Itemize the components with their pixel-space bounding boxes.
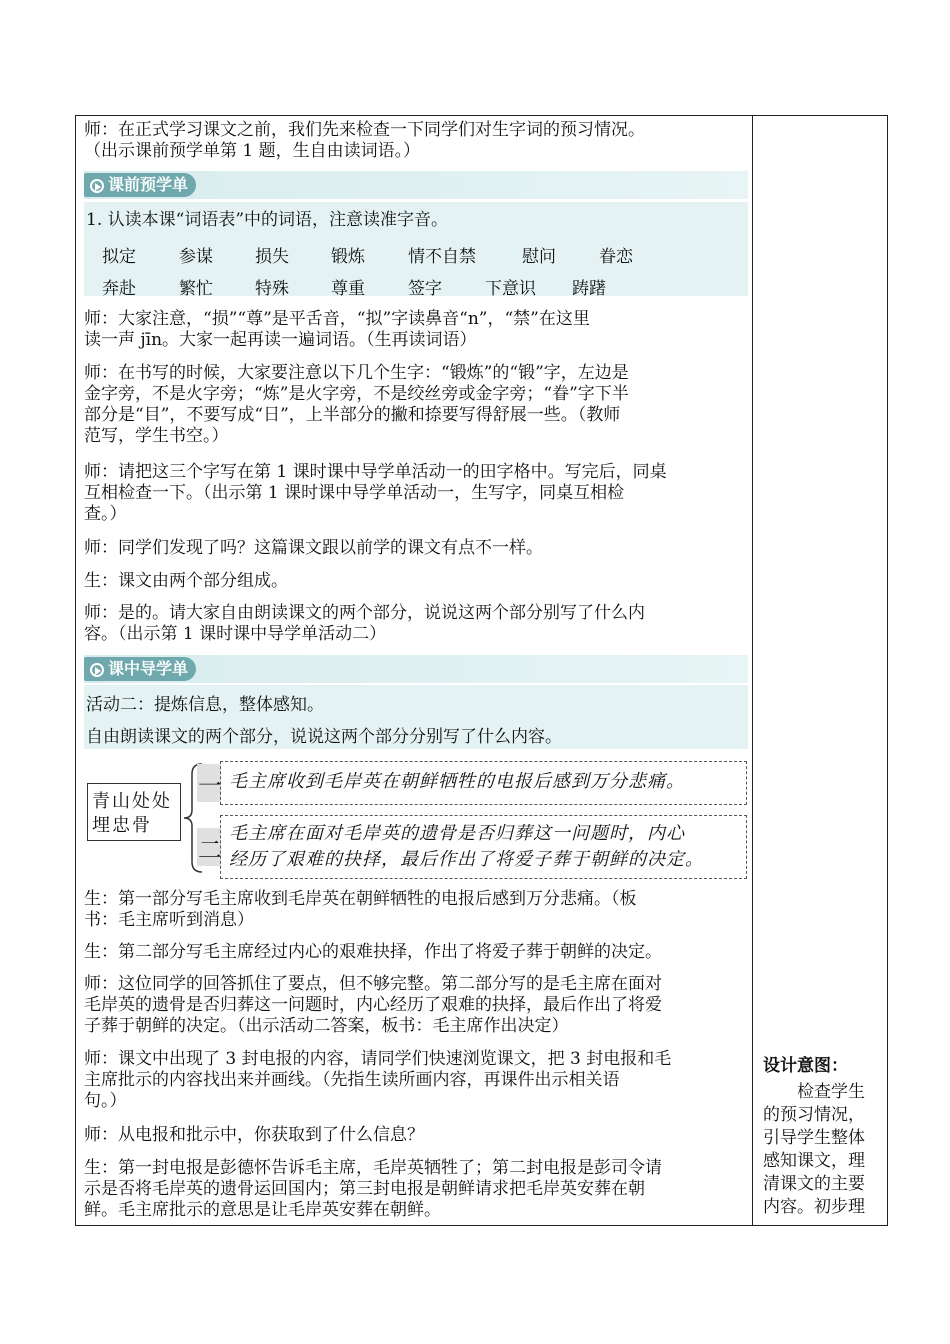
preview-instruction: 1. 认读本课“词语表”中的词语，注意读准字音。 — [86, 210, 449, 230]
paragraph-9: 生：第二部分写毛主席经过内心的艰难抉择，作出了将爱子葬于朝鲜的决定。 — [84, 942, 662, 962]
mindmap — [84, 752, 748, 880]
paragraph-4: 师：请把这三个字写在第 1 课时课中导学单活动一的田字格中。写完后，同桌 互相检查一下。（出示第 1 课时课中导学单活动一，生写字，同桌互相检 查。） — [84, 462, 667, 524]
branch-number-1: 一 — [198, 772, 222, 800]
paragraph-10: 师：这位同学的回答抓住了要点，但不够完整。第二部分写的是毛主席在面对 毛岸英的遗骨是否归葬这一问题时，内心经历了艰难的抉择，最后作出了将爱 子葬于朝鲜的决定。（出示活动二答案，板书：毛主席作出决定） — [84, 974, 662, 1036]
paragraph-2: 师：大家注意，“损”“尊”是平舌音，“拟”字读鼻音“n”，“禁”在这里 读一声 jīn。大家一起再读一遍词语。（生再读词语） — [84, 309, 590, 350]
paragraph-1: 师：在正式学习课文之前，我们先来检查一下同学们对生字词的预习情况。 （出示课前预学单第 1 题，生自由读词语。） — [84, 120, 645, 161]
paragraph-6: 生：课文由两个部分组成。 — [84, 571, 288, 591]
mindmap-root: 青山处处 埋忠骨 — [87, 783, 181, 841]
paragraph-11: 师：课文中出现了 3 封电报的内容，请同学们快速浏览课文，把 3 封电报和毛 主席批示的内容找出来并画线。（先指生读所画内容，再课件出示相关语 句。） — [84, 1049, 672, 1111]
branch-1: 毛主席收到毛岸英在朝鲜牺牲的电报后感到万分悲痛。 — [220, 761, 747, 805]
paragraph-8: 生：第一部分写毛主席收到毛岸英在朝鲜牺牲的电报后感到万分悲痛。（板 书：毛主席听到消息） — [84, 889, 637, 930]
side-column — [763, 116, 883, 1225]
guide-banner — [84, 655, 748, 683]
activity2-panel — [84, 685, 748, 749]
play-icon — [90, 663, 104, 677]
design-intent-text: 检查学生 的预习情况， 引导学生整体 感知课文，理 清课文的主要 内容。初步理 — [763, 1082, 865, 1217]
column-divider — [752, 116, 753, 1225]
preview-panel: 1. 认读本课“词语表”中的词语，注意读准字音。 拟定 参谋 损失 锻炼 情不自禁 慰问 眷恋 奔赴 繁忙 特殊 尊重 签字 下意识 踌躇 — [84, 202, 748, 296]
activity2-title: 活动二：提炼信息，整体感知。 — [86, 695, 324, 715]
paragraph-12: 师：从电报和批示中，你获取到了什么信息？ — [84, 1125, 424, 1145]
activity2-instruction: 自由朗读课文的两个部分，说说这两个部分分别写了什么内容。 — [86, 727, 562, 747]
preview-banner — [84, 171, 748, 199]
design-intent-title: 设计意图： — [763, 1056, 848, 1076]
branch-number-2: 二 — [198, 836, 222, 864]
paragraph-7: 师：是的。请大家自由朗读课文的两个部分，说说这两个部分别写了什么内 容。（出示第 1 课时课中导学单活动二） — [84, 603, 645, 644]
branch-2: 毛主席在面对毛岸英的遗骨是否归葬这一问题时，内心 经历了艰难的抉择，最后作出了将爱子葬于朝鲜的决定。 — [220, 815, 747, 879]
lesson-table — [75, 115, 888, 1226]
preview-tag: 课前预学单 — [84, 173, 196, 197]
guide-tag: 课中导学单 — [84, 657, 196, 681]
paragraph-13: 生：第一封电报是彭德怀告诉毛主席，毛岸英牺牲了；第二封电报是彭司令请 示是否将毛岸英的遗骨运回国内；第三封电报是朝鲜请求把毛岸英安葬在朝 鲜。毛主席批示的意思是让毛岸英安葬在朝鲜。 — [84, 1158, 662, 1220]
play-icon — [90, 179, 104, 193]
paragraph-3: 师：在书写的时候，大家要注意以下几个生字：“锻炼”的“锻”字，左边是 金字旁，不是火字旁；“炼”是火字旁，不是绞丝旁或金字旁；“眷”字下半 部分是“目”，不要写成“日”，上半部分的撇和捺要写得舒展一些。（教师 范写，学生书空。） — [84, 363, 629, 446]
paragraph-5: 师：同学们发现了吗？这篇课文跟以前学的课文有点不一样。 — [84, 538, 543, 558]
